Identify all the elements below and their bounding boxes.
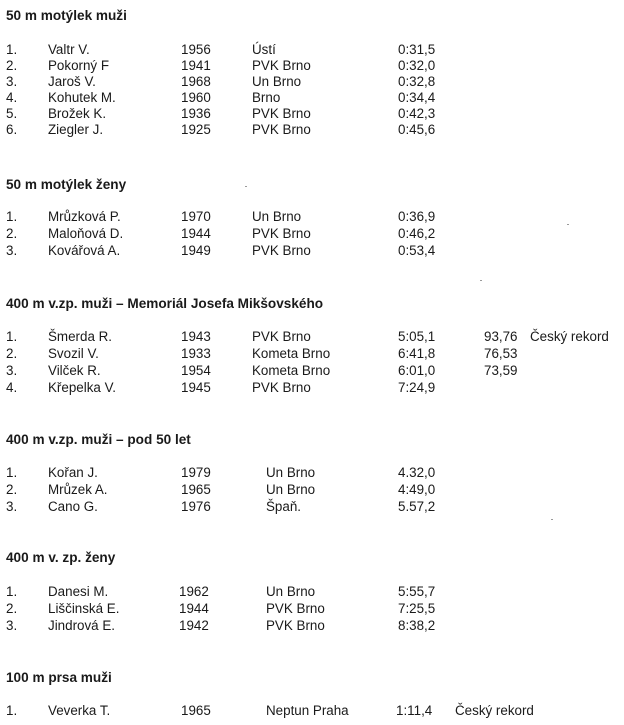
rank: 1. xyxy=(6,209,18,224)
scan-speck xyxy=(480,280,482,281)
result-row xyxy=(0,329,624,345)
rank: 1. xyxy=(6,465,18,480)
club: PVK Brno xyxy=(266,601,325,616)
swimmer-name: Ziegler J. xyxy=(48,122,104,137)
section-heading: 50 m motýlek ženy xyxy=(6,177,127,192)
time: 0:32,8 xyxy=(398,74,436,89)
scan-speck xyxy=(245,186,247,187)
rank: 6. xyxy=(6,122,18,137)
time: 4.32,0 xyxy=(398,465,436,480)
time: 5.57,2 xyxy=(398,499,436,514)
swimmer-name: Valtr V. xyxy=(48,42,90,57)
result-row xyxy=(0,363,624,379)
swimmer-name: Cano G. xyxy=(48,499,98,514)
result-row xyxy=(0,209,624,225)
swimmer-name: Jindrová E. xyxy=(48,618,115,633)
club: PVK Brno xyxy=(252,226,311,241)
birth-year: 1960 xyxy=(181,90,211,105)
result-row xyxy=(0,601,624,617)
rank: 5. xyxy=(6,106,18,121)
rank: 1. xyxy=(6,703,18,718)
club: PVK Brno xyxy=(252,58,311,73)
result-row xyxy=(0,346,624,362)
club: Ústí xyxy=(252,42,276,57)
result-row xyxy=(0,584,624,600)
time: 5:55,7 xyxy=(398,584,436,599)
record-note: Český rekord xyxy=(455,703,534,718)
time: 0:45,6 xyxy=(398,122,436,137)
time: 6:41,8 xyxy=(398,346,436,361)
section-heading: 400 m v.zp. muži – Memoriál Josefa Mikšovského xyxy=(6,296,324,311)
club: Kometa Brno xyxy=(252,363,331,378)
club: Un Brno xyxy=(252,209,302,224)
time: 5:05,1 xyxy=(398,329,436,344)
birth-year: 1944 xyxy=(181,226,211,241)
swimmer-name: Maloňová D. xyxy=(48,226,124,241)
club: Un Brno xyxy=(266,465,316,480)
birth-year: 1925 xyxy=(181,122,211,137)
rank: 2. xyxy=(6,346,18,361)
birth-year: 1979 xyxy=(181,465,211,480)
swimmer-name: Danesi M. xyxy=(48,584,109,599)
club: Špaň. xyxy=(266,499,301,514)
birth-year: 1936 xyxy=(181,106,211,121)
result-row xyxy=(0,482,624,498)
time: 0:31,5 xyxy=(398,42,436,57)
time: 0:42,3 xyxy=(398,106,436,121)
club: PVK Brno xyxy=(252,380,311,395)
club: Un Brno xyxy=(266,482,316,497)
birth-year: 1942 xyxy=(179,618,209,633)
result-row xyxy=(0,122,624,138)
birth-year: 1944 xyxy=(179,601,209,616)
result-row xyxy=(0,618,624,634)
result-row xyxy=(0,380,624,396)
club: PVK Brno xyxy=(252,106,311,121)
result-row xyxy=(0,74,624,90)
club: Un Brno xyxy=(266,584,316,599)
club: PVK Brno xyxy=(266,618,325,633)
section-heading: 400 m v.zp. muži – pod 50 let xyxy=(6,432,191,447)
rank: 2. xyxy=(6,601,18,616)
time: 4:49,0 xyxy=(398,482,436,497)
result-row xyxy=(0,703,624,719)
birth-year: 1968 xyxy=(181,74,211,89)
swimmer-name: Veverka T. xyxy=(48,703,111,718)
rank: 2. xyxy=(6,482,18,497)
club: Un Brno xyxy=(252,74,302,89)
swimmer-name: Šmerda R. xyxy=(48,329,112,344)
swimmer-name: Vilček R. xyxy=(48,363,101,378)
rank: 2. xyxy=(6,58,18,73)
points: 93,76 xyxy=(484,329,518,344)
club: Brno xyxy=(252,90,281,105)
swimmer-name: Kohutek M. xyxy=(48,90,116,105)
time: 6:01,0 xyxy=(398,363,436,378)
birth-year: 1965 xyxy=(181,703,211,718)
time: 0:53,4 xyxy=(398,243,436,258)
time: 0:46,2 xyxy=(398,226,436,241)
birth-year: 1943 xyxy=(181,329,211,344)
birth-year: 1956 xyxy=(181,42,211,57)
result-row xyxy=(0,90,624,106)
time: 0:32,0 xyxy=(398,58,436,73)
swimmer-name: Liščinská E. xyxy=(48,601,120,616)
swimmer-name: Svozil V. xyxy=(48,346,99,361)
time: 7:24,9 xyxy=(398,380,436,395)
time: 0:34,4 xyxy=(398,90,436,105)
rank: 1. xyxy=(6,42,18,57)
swimmer-name: Jaroš V. xyxy=(48,74,96,89)
scan-speck xyxy=(551,519,553,520)
points: 76,53 xyxy=(484,346,518,361)
time: 7:25,5 xyxy=(398,601,436,616)
swimmer-name: Křepelka V. xyxy=(48,380,116,395)
club: PVK Brno xyxy=(252,243,311,258)
rank: 3. xyxy=(6,74,18,89)
section-heading: 100 m prsa muži xyxy=(6,670,112,685)
club: PVK Brno xyxy=(252,329,311,344)
time: 0:36,9 xyxy=(398,209,436,224)
club: Kometa Brno xyxy=(252,346,331,361)
rank: 4. xyxy=(6,380,18,395)
scan-speck xyxy=(567,224,569,225)
result-row xyxy=(0,106,624,122)
swimmer-name: Mrůzek A. xyxy=(48,482,108,497)
swimmer-name: Brožek K. xyxy=(48,106,107,121)
birth-year: 1976 xyxy=(181,499,211,514)
record-note: Český rekord xyxy=(530,329,609,344)
swimmer-name: Mrůzková P. xyxy=(48,209,121,224)
birth-year: 1949 xyxy=(181,243,211,258)
birth-year: 1954 xyxy=(181,363,211,378)
birth-year: 1962 xyxy=(179,584,209,599)
time: 8:38,2 xyxy=(398,618,436,633)
rank: 3. xyxy=(6,243,18,258)
result-row xyxy=(0,58,624,74)
birth-year: 1970 xyxy=(181,209,211,224)
result-row xyxy=(0,42,624,58)
club: PVK Brno xyxy=(252,122,311,137)
birth-year: 1965 xyxy=(181,482,211,497)
rank: 1. xyxy=(6,584,18,599)
points: 73,59 xyxy=(484,363,518,378)
result-row xyxy=(0,226,624,242)
club: Neptun Praha xyxy=(266,703,349,718)
rank: 3. xyxy=(6,363,18,378)
birth-year: 1945 xyxy=(181,380,211,395)
time: 1:11,4 xyxy=(396,703,433,718)
swimmer-name: Kovářová A. xyxy=(48,243,121,258)
result-row xyxy=(0,465,624,481)
birth-year: 1933 xyxy=(181,346,211,361)
birth-year: 1941 xyxy=(181,58,211,73)
result-row xyxy=(0,243,624,259)
rank: 4. xyxy=(6,90,18,105)
rank: 3. xyxy=(6,499,18,514)
rank: 2. xyxy=(6,226,18,241)
result-row xyxy=(0,499,624,515)
rank: 3. xyxy=(6,618,18,633)
swimmer-name: Pokorný F xyxy=(48,58,110,73)
swimmer-name: Kořan J. xyxy=(48,465,98,480)
section-heading: 400 m v. zp. ženy xyxy=(6,550,116,565)
rank: 1. xyxy=(6,329,18,344)
section-heading: 50 m motýlek muži xyxy=(6,8,127,23)
